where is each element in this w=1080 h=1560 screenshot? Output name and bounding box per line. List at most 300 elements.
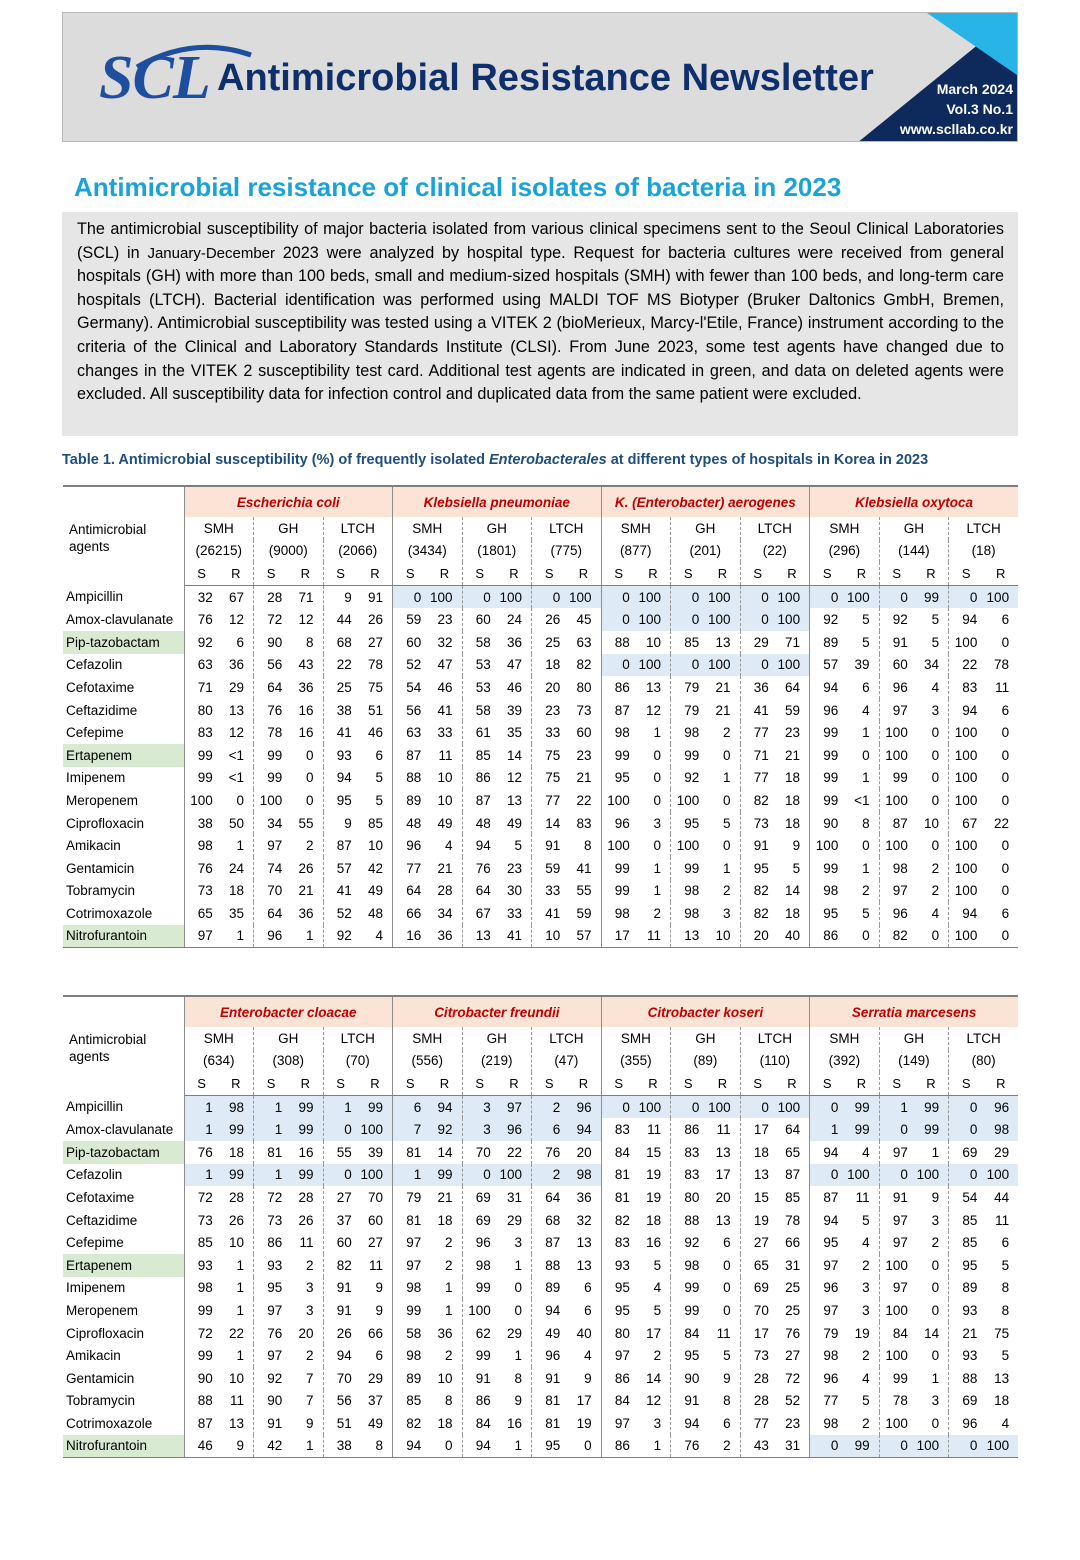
r-value: 17 bbox=[576, 1393, 592, 1409]
r-value: 20 bbox=[715, 1189, 731, 1205]
agent-name: Imipenem bbox=[66, 1280, 126, 1296]
s-value: 80 bbox=[671, 1186, 706, 1209]
agent-name: Meropenem bbox=[66, 1302, 139, 1318]
r-value: 6 bbox=[723, 1235, 731, 1251]
isolate-count: (144) bbox=[879, 540, 949, 563]
r-column-header: R bbox=[427, 562, 462, 585]
table-row bbox=[63, 925, 1018, 948]
r-value: 11 bbox=[995, 1212, 1010, 1228]
s-column-header: S bbox=[740, 562, 775, 585]
s-value: 43 bbox=[740, 1435, 775, 1458]
r-value: 0 bbox=[653, 838, 662, 854]
abstract-text-post: 2023 were analyzed by hospital type. Request for bacteria cultures were received from general hospitals (GH) with more than 100 beds, small and medium-sized hospitals (SMH) with fewer than 100 beds, and long-term care hospitals (LTCH). Bacterial identification was performed using MALDI TOF MS Biotyper (Bruker Daltonics GmbH, Bremen, Germany). Antimicrobial susceptibility was tested using a VITEK 2 (bioMerieux, Marcy-l'Etile, France) instrument according to the criteria of the Clinical and Laboratory Standards Institute (CLSI). From June 2023, some test agents have changed due to changes in the VITEK 2 susceptibility test card. Additional test agents are indicated in green, and data on deleted agents were excluded. All susceptibility data for infection control and duplicated data from the same patient were excluded. bbox=[77, 243, 1004, 404]
s-column-header: S bbox=[879, 562, 914, 585]
s-value: 95 bbox=[949, 1254, 984, 1277]
agent-name: Ampicillin bbox=[66, 589, 124, 605]
s-value: 96 bbox=[601, 812, 636, 835]
s-value: 2 bbox=[532, 1095, 567, 1118]
s-value: 77 bbox=[740, 721, 775, 744]
r-value: 43 bbox=[298, 657, 314, 673]
s-value: 73 bbox=[184, 880, 219, 903]
s-value: 41 bbox=[323, 721, 358, 744]
s-value: 82 bbox=[393, 1412, 428, 1435]
hospital-type-label: LTCH bbox=[949, 517, 1019, 540]
s-value: 58 bbox=[393, 1322, 428, 1345]
table-row bbox=[63, 1367, 1018, 1390]
s-value: 97 bbox=[393, 1254, 428, 1277]
r-value: 13 bbox=[715, 1212, 731, 1228]
s-value: 79 bbox=[810, 1322, 845, 1345]
s-value: 85 bbox=[949, 1209, 984, 1232]
r-value: 33 bbox=[437, 725, 453, 741]
r-value: 9 bbox=[514, 1393, 523, 1409]
r-column-header: R bbox=[775, 562, 810, 585]
r-value: 78 bbox=[368, 657, 384, 673]
hospital-type-label: GH bbox=[462, 1027, 532, 1050]
r-value: 10 bbox=[705, 925, 740, 948]
hospital-type-label: LTCH bbox=[323, 1027, 393, 1050]
r-value: 3 bbox=[653, 1415, 662, 1431]
s-value: 0 bbox=[671, 1095, 706, 1118]
r-value: 3 bbox=[305, 1280, 314, 1296]
s-value: 88 bbox=[671, 1209, 706, 1232]
hospital-type-label: SMH bbox=[810, 517, 880, 540]
r-value: 13 bbox=[646, 679, 662, 695]
s-value: 98 bbox=[393, 1344, 428, 1367]
s-value: 98 bbox=[393, 1277, 428, 1300]
s-value: 66 bbox=[393, 902, 428, 925]
s-value: 86 bbox=[601, 1367, 636, 1390]
r-value: 1 bbox=[236, 838, 244, 854]
r-value: 12 bbox=[228, 612, 244, 628]
s-value: 18 bbox=[532, 654, 567, 677]
r-value: 0 bbox=[931, 770, 940, 786]
s-value: 71 bbox=[740, 744, 775, 767]
r-value: 26 bbox=[368, 612, 384, 628]
r-value: 24 bbox=[228, 860, 244, 876]
s-value: 100 bbox=[184, 789, 219, 812]
s-value: 92 bbox=[879, 608, 914, 631]
s-value: 84 bbox=[462, 1412, 497, 1435]
r-value: 29 bbox=[228, 679, 244, 695]
s-column-header: S bbox=[462, 562, 497, 585]
s-value: 0 bbox=[323, 1118, 358, 1141]
s-value: 86 bbox=[254, 1231, 289, 1254]
r-value: 8 bbox=[305, 634, 314, 650]
r-value: 6 bbox=[375, 747, 384, 763]
r-value: 91 bbox=[368, 589, 384, 605]
r-value: 73 bbox=[576, 702, 592, 718]
s-value: 63 bbox=[393, 721, 428, 744]
s-value: 69 bbox=[949, 1141, 984, 1164]
s-value: 38 bbox=[184, 812, 219, 835]
corner-cell bbox=[63, 996, 184, 1027]
r-value: 1 bbox=[497, 1435, 532, 1458]
r-value: 18 bbox=[228, 883, 244, 899]
r-value: 19 bbox=[576, 1415, 592, 1431]
r-value: 75 bbox=[368, 679, 384, 695]
abstract-text-pre: The antimicrobial susceptibility of major bacteria isolated from various clinical specimens sent to the Seoul Clinical Laboratories (SCL) in bbox=[77, 220, 1004, 262]
r-value: 11 bbox=[229, 1393, 244, 1409]
r-value: 9 bbox=[723, 1370, 731, 1386]
r-value: 100 bbox=[358, 1118, 393, 1141]
website-link[interactable]: www.scllab.co.kr bbox=[899, 121, 1013, 137]
r-value: 0 bbox=[566, 1435, 601, 1458]
s-value: 0 bbox=[879, 1118, 914, 1141]
s-value: 64 bbox=[254, 902, 289, 925]
organism-header: Citrobacter freundii bbox=[393, 996, 602, 1027]
r-value: 0 bbox=[1001, 838, 1010, 854]
s-value: 52 bbox=[323, 902, 358, 925]
r-value: 2 bbox=[723, 883, 731, 899]
s-value: 0 bbox=[810, 1435, 845, 1458]
corner-cyan-triangle bbox=[927, 13, 1017, 75]
s-value: 83 bbox=[184, 721, 219, 744]
r-value: 99 bbox=[219, 1164, 254, 1187]
agent-name: Ceftazidime bbox=[66, 1212, 138, 1228]
s-value: 18 bbox=[740, 1141, 775, 1164]
s-value: 97 bbox=[879, 1231, 914, 1254]
s-value: 94 bbox=[671, 1412, 706, 1435]
r-value: 0 bbox=[1001, 883, 1010, 899]
abstract-period: January-December bbox=[147, 244, 276, 262]
r-value: 99 bbox=[844, 1095, 879, 1118]
s-value: 99 bbox=[879, 1367, 914, 1390]
r-value: 41 bbox=[497, 925, 532, 948]
s-value: 94 bbox=[810, 1141, 845, 1164]
s-value: 100 bbox=[254, 789, 289, 812]
r-value: 100 bbox=[775, 585, 810, 608]
r-value: 36 bbox=[298, 905, 314, 921]
r-value: 100 bbox=[566, 585, 601, 608]
s-value: 70 bbox=[740, 1299, 775, 1322]
s-value: 94 bbox=[949, 608, 984, 631]
r-value: 36 bbox=[427, 925, 462, 948]
r-value: 100 bbox=[705, 585, 740, 608]
r-value: 100 bbox=[636, 585, 671, 608]
s-value: 78 bbox=[254, 721, 289, 744]
r-value: 5 bbox=[792, 860, 801, 876]
isolate-count: (775) bbox=[532, 540, 602, 563]
s-value: 1 bbox=[184, 1118, 219, 1141]
table-row bbox=[63, 1118, 1018, 1141]
r-value: 31 bbox=[507, 1189, 523, 1205]
r-value: 3 bbox=[653, 815, 662, 831]
isolate-count: (355) bbox=[601, 1050, 671, 1073]
s-column-header: S bbox=[532, 1072, 567, 1095]
s-value: 9 bbox=[323, 812, 358, 835]
s-value: 6 bbox=[393, 1095, 428, 1118]
s-value: 69 bbox=[462, 1209, 497, 1232]
r-value: 100 bbox=[983, 1435, 1018, 1458]
r-value: 5 bbox=[931, 612, 940, 628]
s-value: 100 bbox=[949, 789, 984, 812]
s-value: 70 bbox=[323, 1367, 358, 1390]
s-value: 0 bbox=[879, 585, 914, 608]
r-value: 1 bbox=[862, 860, 870, 876]
s-value: 64 bbox=[393, 880, 428, 903]
table-row bbox=[63, 1254, 1018, 1277]
r-value: 9 bbox=[375, 1302, 384, 1318]
s-value: 96 bbox=[879, 902, 914, 925]
s-value: 87 bbox=[462, 789, 497, 812]
s-value: 76 bbox=[254, 699, 289, 722]
r-value: 82 bbox=[576, 657, 592, 673]
s-value: 87 bbox=[810, 1186, 845, 1209]
s-value: 53 bbox=[462, 676, 497, 699]
s-value: 100 bbox=[462, 1299, 497, 1322]
table-row bbox=[63, 880, 1018, 903]
r-value: 0 bbox=[862, 838, 870, 854]
s-value: 0 bbox=[671, 608, 706, 631]
r-value: 0 bbox=[983, 925, 1018, 948]
s-value: 77 bbox=[532, 789, 567, 812]
s-value: 83 bbox=[671, 1141, 706, 1164]
r-value: 0 bbox=[931, 1302, 940, 1318]
r-value: 1 bbox=[236, 1348, 244, 1364]
r-value: 5 bbox=[653, 1302, 662, 1318]
s-value: 86 bbox=[601, 676, 636, 699]
s-value: 97 bbox=[393, 1231, 428, 1254]
s-value: 68 bbox=[323, 631, 358, 654]
s-value: 100 bbox=[949, 767, 984, 790]
r-value: 49 bbox=[437, 815, 453, 831]
r-value: 3 bbox=[514, 1235, 523, 1251]
s-value: 0 bbox=[740, 654, 775, 677]
r-value: 1 bbox=[723, 770, 731, 786]
table-row bbox=[63, 1435, 1018, 1458]
r-value: 21 bbox=[437, 1189, 453, 1205]
s-value: 23 bbox=[532, 699, 567, 722]
s-column-header: S bbox=[810, 1072, 845, 1095]
s-value: 99 bbox=[671, 1277, 706, 1300]
r-value: 98 bbox=[219, 1095, 254, 1118]
r-column-header: R bbox=[497, 562, 532, 585]
s-value: 36 bbox=[740, 676, 775, 699]
s-value: 100 bbox=[879, 789, 914, 812]
organism-header: Citrobacter koseri bbox=[601, 996, 810, 1027]
r-value: 41 bbox=[576, 860, 592, 876]
s-value: 99 bbox=[810, 744, 845, 767]
s-value: 90 bbox=[671, 1367, 706, 1390]
r-value: 1 bbox=[862, 725, 870, 741]
s-column-header: S bbox=[393, 1072, 428, 1095]
s-value: 99 bbox=[671, 744, 706, 767]
s-value: 93 bbox=[254, 1254, 289, 1277]
r-value: 10 bbox=[924, 815, 940, 831]
s-value: 29 bbox=[740, 631, 775, 654]
s-value: 92 bbox=[671, 1231, 706, 1254]
r-value: 66 bbox=[368, 1325, 384, 1341]
r-value: 0 bbox=[862, 747, 870, 763]
s-value: 0 bbox=[949, 1095, 984, 1118]
scl-logo: SCL bbox=[99, 44, 210, 112]
r-column-header: R bbox=[566, 1072, 601, 1095]
isolate-count: (201) bbox=[671, 540, 741, 563]
s-value: 91 bbox=[323, 1277, 358, 1300]
r-value: 13 bbox=[228, 1415, 244, 1431]
r-value: 0 bbox=[236, 792, 244, 808]
s-value: 88 bbox=[184, 1390, 219, 1413]
r-value: 9 bbox=[375, 1280, 384, 1296]
s-value: 98 bbox=[879, 857, 914, 880]
s-value: 99 bbox=[462, 1277, 497, 1300]
s-value: 99 bbox=[601, 880, 636, 903]
r-value: 1 bbox=[636, 1435, 671, 1458]
s-value: 100 bbox=[879, 1344, 914, 1367]
s-value: 28 bbox=[740, 1367, 775, 1390]
s-value: 94 bbox=[810, 1209, 845, 1232]
s-value: 97 bbox=[879, 1209, 914, 1232]
s-value: 15 bbox=[740, 1186, 775, 1209]
r-value: 11 bbox=[716, 1325, 731, 1341]
table-row bbox=[63, 1164, 1018, 1187]
r-value: 9 bbox=[219, 1435, 254, 1458]
r-column-header: R bbox=[219, 1072, 254, 1095]
s-value: 72 bbox=[184, 1322, 219, 1345]
isolate-count: (47) bbox=[532, 1050, 602, 1073]
agent-name: Pip-tazobactam bbox=[63, 631, 184, 654]
caption-post: at different types of hospitals in Korea in 2023 bbox=[606, 452, 929, 468]
r-value: 55 bbox=[298, 815, 314, 831]
s-value: 99 bbox=[184, 744, 219, 767]
r-value: 0 bbox=[514, 1302, 523, 1318]
s-value: 0 bbox=[601, 608, 636, 631]
r-value: 17 bbox=[646, 1325, 662, 1341]
r-value: 3 bbox=[862, 1302, 870, 1318]
s-value: 25 bbox=[323, 676, 358, 699]
s-value: 72 bbox=[254, 1186, 289, 1209]
r-value: 18 bbox=[994, 1393, 1010, 1409]
isolate-count: (149) bbox=[879, 1050, 949, 1073]
s-value: 0 bbox=[949, 1435, 984, 1458]
isolate-count: (877) bbox=[601, 540, 671, 563]
r-value: 5 bbox=[862, 1212, 870, 1228]
r-value: 100 bbox=[775, 1095, 810, 1118]
agents-column-header bbox=[63, 1027, 184, 1095]
r-value: 5 bbox=[1001, 1348, 1010, 1364]
s-value: 65 bbox=[740, 1254, 775, 1277]
r-value: 21 bbox=[715, 702, 731, 718]
s-value: 80 bbox=[184, 699, 219, 722]
s-value: 100 bbox=[601, 789, 636, 812]
r-value: 83 bbox=[576, 815, 592, 831]
r-value: 12 bbox=[507, 770, 523, 786]
s-value: 93 bbox=[323, 744, 358, 767]
r-value: 0 bbox=[931, 1415, 940, 1431]
s-value: 26 bbox=[532, 608, 567, 631]
table-row bbox=[63, 1209, 1018, 1232]
r-value: 17 bbox=[715, 1167, 731, 1183]
r-value: 78 bbox=[994, 657, 1010, 673]
s-value: 91 bbox=[532, 834, 567, 857]
s-value: 71 bbox=[184, 676, 219, 699]
r-value: 0 bbox=[305, 747, 314, 763]
r-value: 1 bbox=[653, 725, 662, 741]
r-value: 36 bbox=[437, 1325, 453, 1341]
s-value: 73 bbox=[740, 812, 775, 835]
r-value: 2 bbox=[705, 1435, 740, 1458]
s-value: 83 bbox=[601, 1231, 636, 1254]
r-value: 12 bbox=[646, 1393, 662, 1409]
s-column-header: S bbox=[601, 1072, 636, 1095]
r-value: 0 bbox=[1001, 860, 1010, 876]
r-value: 47 bbox=[437, 657, 453, 673]
s-value: 0 bbox=[462, 585, 497, 608]
r-value: 9 bbox=[305, 1415, 314, 1431]
r-value: 5 bbox=[862, 1393, 870, 1409]
s-value: 94 bbox=[949, 699, 984, 722]
r-value: 16 bbox=[507, 1415, 523, 1431]
s-value: 41 bbox=[532, 902, 567, 925]
s-column-header: S bbox=[184, 562, 219, 585]
s-value: 0 bbox=[671, 585, 706, 608]
s-value: 97 bbox=[879, 699, 914, 722]
agent-name: Meropenem bbox=[66, 792, 139, 808]
s-value: 1 bbox=[810, 1118, 845, 1141]
r-value: 52 bbox=[785, 1393, 801, 1409]
r-value: 21 bbox=[785, 747, 801, 763]
s-value: 97 bbox=[601, 1412, 636, 1435]
s-value: 89 bbox=[532, 1277, 567, 1300]
s-value: 100 bbox=[949, 744, 984, 767]
hospital-type-label: LTCH bbox=[949, 1027, 1019, 1050]
s-value: 76 bbox=[254, 1322, 289, 1345]
r-value: 96 bbox=[983, 1095, 1018, 1118]
s-value: 76 bbox=[532, 1141, 567, 1164]
s-value: 100 bbox=[879, 1254, 914, 1277]
r-value: 25 bbox=[785, 1302, 801, 1318]
r-value: 15 bbox=[646, 1144, 662, 1160]
s-value: 91 bbox=[879, 1186, 914, 1209]
r-value: 18 bbox=[437, 1212, 453, 1228]
r-value: 71 bbox=[785, 634, 801, 650]
s-value: 59 bbox=[532, 857, 567, 880]
r-value: 0 bbox=[1001, 725, 1010, 741]
r-value: 14 bbox=[785, 883, 801, 899]
s-value: 51 bbox=[323, 1412, 358, 1435]
hospital-type-label: GH bbox=[879, 1027, 949, 1050]
s-value: 98 bbox=[671, 1254, 706, 1277]
s-value: 85 bbox=[393, 1390, 428, 1413]
s-column-header: S bbox=[879, 1072, 914, 1095]
r-value: 19 bbox=[646, 1167, 662, 1183]
caption-pre: Table 1. Antimicrobial susceptibility (%) of frequently isolated bbox=[62, 452, 490, 468]
s-value: 100 bbox=[949, 631, 984, 654]
s-value: 99 bbox=[393, 1299, 428, 1322]
r-column-header: R bbox=[914, 1072, 949, 1095]
s-value: 34 bbox=[254, 812, 289, 835]
r-value: 0 bbox=[723, 1257, 731, 1273]
table-row bbox=[63, 1299, 1018, 1322]
s-value: 26 bbox=[323, 1322, 358, 1345]
r-value: 29 bbox=[507, 1212, 523, 1228]
r-value: 13 bbox=[507, 792, 523, 808]
s-value: 83 bbox=[671, 1164, 706, 1187]
s-column-header: S bbox=[532, 562, 567, 585]
s-value: 17 bbox=[601, 925, 636, 948]
table-row bbox=[63, 789, 1018, 812]
r-value: 59 bbox=[785, 702, 801, 718]
isolate-count: (308) bbox=[254, 1050, 324, 1073]
newsletter-title: Antimicrobial Resistance Newsletter bbox=[217, 57, 874, 99]
r-value: 78 bbox=[785, 1212, 801, 1228]
s-value: 52 bbox=[393, 654, 428, 677]
s-value: 94 bbox=[323, 1344, 358, 1367]
r-value: 5 bbox=[514, 838, 523, 854]
r-value: 100 bbox=[775, 608, 810, 631]
s-value: 0 bbox=[949, 585, 984, 608]
